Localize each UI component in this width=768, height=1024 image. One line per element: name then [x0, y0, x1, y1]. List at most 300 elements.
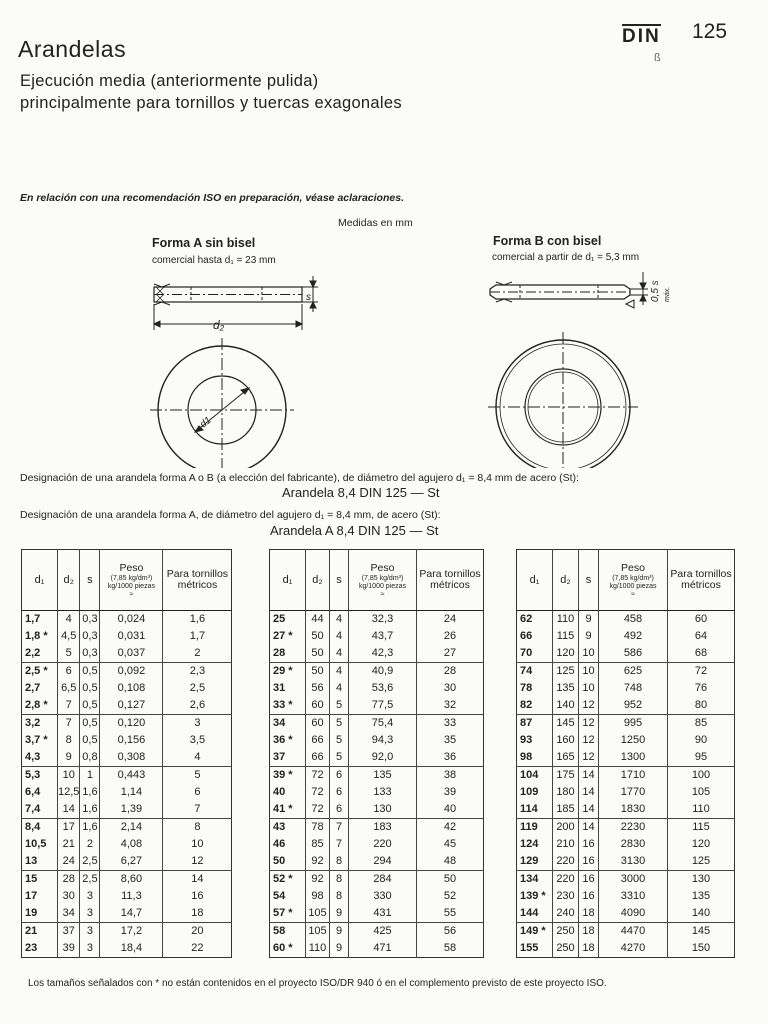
cell-d2: 5: [58, 645, 80, 663]
cell-peso: 77,5: [349, 697, 417, 715]
cell-d1: 19: [25, 907, 38, 919]
table-row: [22, 697, 232, 715]
cell-s: 3: [80, 940, 100, 958]
cell-para: 18: [163, 905, 232, 923]
cell-peso: 0,308: [100, 749, 163, 767]
cell-d2: 60: [306, 715, 330, 733]
cell-para: 105: [668, 784, 735, 801]
header-d2: d₂: [306, 550, 330, 611]
washer-table-1: [21, 549, 232, 958]
cell-peso: 3130: [599, 853, 668, 871]
table-row: [270, 836, 484, 853]
cell-d2: 17: [58, 819, 80, 837]
cell-peso: 471: [349, 940, 417, 958]
cell-peso: 492: [599, 628, 668, 645]
form-a-top-view: [150, 338, 294, 468]
header-peso-density: (7,85 kg/dm³): [110, 574, 153, 582]
cell-para: 125: [668, 853, 735, 871]
cell-d2: 220: [553, 871, 579, 889]
cell-d1: 28: [273, 647, 286, 659]
header-d1: d₁: [22, 550, 58, 611]
table-row: [22, 871, 232, 889]
cell-d1: 21: [22, 923, 58, 941]
label-bevel: 0,5 s: [650, 280, 661, 302]
cell-peso: 40,9: [349, 663, 417, 681]
cell-peso: 2230: [599, 819, 668, 837]
table-row: [270, 853, 484, 871]
cell-para: 3: [163, 715, 232, 733]
form-b-top-view: [488, 332, 638, 468]
cell-d2: 6: [58, 663, 80, 681]
cell-d2: 28: [58, 871, 80, 889]
cell-d2: 165: [553, 749, 579, 767]
cell-peso: 284: [349, 871, 417, 889]
header-peso-unit: kg/1000 piezas: [609, 582, 657, 590]
cell-peso: 1250: [599, 732, 668, 749]
cell-para: 150: [668, 940, 735, 958]
cell-s: 10: [579, 645, 599, 663]
cell-d2: 250: [553, 940, 579, 958]
cell-d1: 13: [25, 855, 38, 867]
cell-peso: 92,0: [349, 749, 417, 767]
cell-peso: 0,108: [100, 680, 163, 697]
table-row: [22, 680, 232, 697]
cell-d1: 40: [273, 786, 286, 798]
cell-para: 10: [163, 836, 232, 853]
table-row: [517, 663, 735, 681]
table-row: [517, 628, 735, 645]
cell-peso: 0,024: [100, 611, 163, 629]
cell-d1: 25: [273, 613, 286, 625]
cell-peso: 14,7: [100, 905, 163, 923]
cell-d1: 2,8 *: [25, 699, 48, 711]
cell-para: 1,6: [163, 611, 232, 629]
cell-d1: 66: [520, 630, 533, 642]
cell-d2: 44: [306, 611, 330, 629]
cell-d2: 34: [58, 905, 80, 923]
cell-peso: 6,27: [100, 853, 163, 871]
header-peso: Peso: [370, 561, 395, 574]
cell-para: 72: [668, 663, 735, 681]
cell-d1: 29 *: [270, 663, 306, 681]
table-row: [22, 749, 232, 767]
cell-d1: 43: [270, 819, 306, 837]
cell-para: 120: [668, 836, 735, 853]
cell-d2: 12,5: [58, 784, 80, 801]
cell-d2: 4: [58, 611, 80, 629]
cell-peso: 2,14: [100, 819, 163, 837]
form-b-title: Forma B con bisel: [493, 234, 602, 248]
table-row: [270, 645, 484, 663]
cell-d1: 70: [520, 647, 533, 659]
header-peso-unit: kg/1000 piezas: [107, 582, 155, 590]
cell-d2: 110: [306, 940, 330, 958]
cell-d1: 23: [25, 942, 38, 954]
cell-s: 4: [330, 628, 349, 645]
table-row: [22, 853, 232, 871]
cell-peso: 43,7: [349, 628, 417, 645]
cell-s: 12: [579, 732, 599, 749]
header-para: Para tornillos métricos: [668, 550, 735, 611]
cell-para: 145: [668, 923, 735, 941]
cell-d1: 87: [517, 715, 553, 733]
cell-para: 90: [668, 732, 735, 749]
designation-1-code: Arandela 8,4 DIN 125 — St: [282, 485, 440, 500]
cell-peso: 995: [599, 715, 668, 733]
cell-d1: 74: [517, 663, 553, 681]
table-row: [22, 767, 232, 785]
cell-para: 8: [163, 819, 232, 837]
cell-para: 52: [417, 888, 484, 905]
cell-d2: 10: [58, 767, 80, 785]
table-row: [22, 611, 232, 629]
table-row: [517, 767, 735, 785]
cell-peso: 3000: [599, 871, 668, 889]
cell-para: 5: [163, 767, 232, 785]
header-peso-unit: kg/1000 piezas: [358, 582, 407, 590]
cell-para: 6: [163, 784, 232, 801]
cell-d1: 2,2: [25, 647, 41, 659]
cell-peso: 2830: [599, 836, 668, 853]
cell-para: 26: [417, 628, 484, 645]
cell-s: 14: [579, 819, 599, 837]
cell-d1: 114: [520, 803, 538, 815]
label-d2: d₂: [213, 318, 225, 332]
cell-peso: 94,3: [349, 732, 417, 749]
cell-d2: 30: [58, 888, 80, 905]
cell-s: 7: [330, 836, 349, 853]
cell-s: 3: [80, 905, 100, 923]
cell-para: 60: [668, 611, 735, 629]
cell-d1: 78: [520, 682, 533, 694]
cell-para: 7: [163, 801, 232, 819]
cell-para: 2,3: [163, 663, 232, 681]
cell-para: 100: [668, 767, 735, 785]
cell-d2: 105: [306, 923, 330, 941]
cell-d2: 105: [306, 905, 330, 923]
cell-s: 16: [579, 853, 599, 871]
cell-d1: 52 *: [270, 871, 306, 889]
table-row: [22, 888, 232, 905]
cell-s: 16: [579, 871, 599, 889]
table-row: [270, 663, 484, 681]
cell-para: 2: [163, 645, 232, 663]
table-row: [517, 680, 735, 697]
cell-peso: 133: [349, 784, 417, 801]
cell-para: 38: [417, 767, 484, 785]
label-max: máx.: [664, 286, 671, 302]
cell-d2: 240: [553, 905, 579, 923]
cell-d2: 175: [553, 767, 579, 785]
header-peso-approx: ≈: [129, 590, 134, 598]
subtitle-line-1: Ejecución media (anteriormente pulida): [20, 72, 319, 90]
cell-s: 5: [330, 732, 349, 749]
form-b-side-view: [490, 272, 648, 308]
cell-d1: 50: [273, 855, 286, 867]
cell-d2: 6,5: [58, 680, 80, 697]
table-row: [270, 871, 484, 889]
cell-peso: 1300: [599, 749, 668, 767]
header-d2: d₂: [553, 550, 579, 611]
cell-para: 22: [163, 940, 232, 958]
cell-s: 0,8: [80, 749, 100, 767]
table-row: [270, 715, 484, 733]
cell-d1: 93: [520, 734, 533, 746]
cell-peso: 1770: [599, 784, 668, 801]
footnote: Los tamaños señalados con * no están contenidos en el proyecto ISO/DR 940 ó en el complemento previsto de este proyecto ISO.: [28, 978, 607, 989]
cell-peso: 0,156: [100, 732, 163, 749]
table-row: [270, 923, 484, 941]
table-row: [517, 715, 735, 733]
cell-peso: 42,3: [349, 645, 417, 663]
cell-d1: 57 *: [273, 907, 293, 919]
cell-peso: 130: [349, 801, 417, 819]
table-row: [270, 801, 484, 819]
cell-para: 28: [417, 663, 484, 681]
cell-d2: 185: [553, 801, 579, 819]
table-row: [517, 749, 735, 767]
cell-para: 45: [417, 836, 484, 853]
header-para: Para tornillos métricos: [417, 550, 484, 611]
cell-peso: 18,4: [100, 940, 163, 958]
cell-s: 4: [330, 680, 349, 697]
table-row: [270, 767, 484, 785]
cell-d2: 4,5: [58, 628, 80, 645]
cell-d1: 134: [517, 871, 553, 889]
cell-peso: 1,14: [100, 784, 163, 801]
cell-d1: 104: [517, 767, 553, 785]
cell-d2: 50: [306, 663, 330, 681]
cell-d2: 92: [306, 871, 330, 889]
cell-d1: 1,8 *: [25, 630, 48, 642]
cell-d2: 72: [306, 767, 330, 785]
cell-s: 10: [579, 680, 599, 697]
cell-d1: 7,4: [25, 803, 41, 815]
iso-note: En relación con una recomendación ISO en preparación, véase aclaraciones.: [20, 192, 404, 204]
cell-d1: 98: [520, 751, 533, 763]
cell-peso: 1830: [599, 801, 668, 819]
din-label: DIN: [622, 26, 661, 47]
cell-s: 9: [330, 940, 349, 958]
cell-s: 14: [579, 767, 599, 785]
cell-d1: 149 *: [517, 923, 553, 941]
cell-d2: 8: [58, 732, 80, 749]
cell-d1: 31: [273, 682, 286, 694]
cell-d1: 2,5 *: [22, 663, 58, 681]
table-row: [22, 663, 232, 681]
cell-d1: 58: [270, 923, 306, 941]
cell-s: 8: [330, 871, 349, 889]
cell-para: 64: [668, 628, 735, 645]
cell-s: 5: [330, 749, 349, 767]
cell-para: 85: [668, 715, 735, 733]
cell-para: 33: [417, 715, 484, 733]
cell-d2: 140: [553, 697, 579, 715]
cell-d1: 34: [270, 715, 306, 733]
cell-d2: 50: [306, 628, 330, 645]
cell-s: 14: [579, 801, 599, 819]
cell-d2: 250: [553, 923, 579, 941]
table-row: [270, 784, 484, 801]
cell-para: 140: [668, 905, 735, 923]
cell-d1: 1,7: [25, 613, 41, 625]
table-row: [270, 905, 484, 923]
label-s: s: [306, 292, 311, 303]
cell-d1: 144: [520, 907, 539, 919]
cell-peso: 4270: [599, 940, 668, 958]
cell-para: 58: [417, 940, 484, 958]
cell-peso: 1710: [599, 767, 668, 785]
cell-para: 4: [163, 749, 232, 767]
cell-d2: 66: [306, 749, 330, 767]
cell-d1: 109: [520, 786, 539, 798]
cell-d1: 37: [273, 751, 286, 763]
cell-d1: 36 *: [273, 734, 293, 746]
header-peso-density: (7,85 kg/dm³): [612, 574, 654, 582]
cell-peso: 330: [349, 888, 417, 905]
table-row: [22, 905, 232, 923]
header-peso-approx: ≈: [380, 590, 385, 598]
cell-peso: 8,60: [100, 871, 163, 889]
header-d1: d₁: [517, 550, 553, 611]
cell-s: 10: [579, 663, 599, 681]
cell-s: 16: [579, 836, 599, 853]
table-row: [22, 801, 232, 819]
cell-d2: 39: [58, 940, 80, 958]
cell-peso: 625: [599, 663, 668, 681]
table-row: [517, 645, 735, 663]
cell-peso: 0,092: [100, 663, 163, 681]
table-row: [517, 784, 735, 801]
cell-d1: 41 *: [273, 803, 293, 815]
table-row: [22, 923, 232, 941]
cell-para: 68: [668, 645, 735, 663]
cell-para: 32: [417, 697, 484, 715]
table-row: [517, 888, 735, 905]
table-row: [22, 784, 232, 801]
cell-d1: 33 *: [273, 699, 293, 711]
cell-para: 27: [417, 645, 484, 663]
table-row: [22, 819, 232, 837]
cell-peso: 0,031: [100, 628, 163, 645]
header-s: s: [330, 550, 349, 611]
cell-d2: 92: [306, 853, 330, 871]
cell-para: 40: [417, 801, 484, 819]
cell-para: 48: [417, 853, 484, 871]
cell-s: 8: [330, 853, 349, 871]
header-peso: Peso: [621, 561, 645, 574]
table-row: [22, 836, 232, 853]
cell-d2: 78: [306, 819, 330, 837]
cell-s: 4: [330, 611, 349, 629]
cell-d2: 110: [553, 611, 579, 629]
cell-peso: 4470: [599, 923, 668, 941]
cell-d1: 3,2: [22, 715, 58, 733]
table-row: [517, 871, 735, 889]
cell-s: 12: [579, 749, 599, 767]
cell-para: 39: [417, 784, 484, 801]
header-s: s: [579, 550, 599, 611]
cell-s: 7: [330, 819, 349, 837]
cell-d2: 37: [58, 923, 80, 941]
cell-para: 2,5: [163, 680, 232, 697]
cell-s: 0,3: [80, 645, 100, 663]
table-row: [22, 715, 232, 733]
cell-para: 20: [163, 923, 232, 941]
cell-s: 6: [330, 784, 349, 801]
cell-s: 0,3: [80, 628, 100, 645]
table-row: [270, 680, 484, 697]
cell-s: 0,3: [80, 611, 100, 629]
header-para: Para tornillos métricos: [163, 550, 232, 611]
cell-d2: 85: [306, 836, 330, 853]
cell-s: 0,5: [80, 732, 100, 749]
cell-s: 9: [330, 923, 349, 941]
cell-para: 14: [163, 871, 232, 889]
washer-drawings: [0, 268, 768, 468]
cell-para: 42: [417, 819, 484, 837]
cell-s: 1,6: [80, 784, 100, 801]
table-row: [517, 853, 735, 871]
header-peso: [100, 550, 163, 611]
cell-d2: 50: [306, 645, 330, 663]
cell-peso: 0,120: [100, 715, 163, 733]
cell-d1: 10,5: [25, 838, 47, 850]
cell-peso: 431: [349, 905, 417, 923]
cell-d1: 139 *: [520, 890, 546, 902]
cell-peso: 294: [349, 853, 417, 871]
cell-d1: 15: [22, 871, 58, 889]
cell-d2: 160: [553, 732, 579, 749]
cell-d2: 145: [553, 715, 579, 733]
cell-d1: 17: [25, 890, 38, 902]
cell-d2: 72: [306, 784, 330, 801]
cell-peso: 183: [349, 819, 417, 837]
cell-d1: 82: [520, 699, 533, 711]
cell-peso: 748: [599, 680, 668, 697]
table-row: [270, 819, 484, 837]
cell-d2: 66: [306, 732, 330, 749]
cell-peso: 11,3: [100, 888, 163, 905]
cell-para: 36: [417, 749, 484, 767]
cell-peso: 0,443: [100, 767, 163, 785]
cell-d2: 60: [306, 697, 330, 715]
cell-s: 4: [330, 663, 349, 681]
cell-d1: 27 *: [273, 630, 293, 642]
cell-s: 9: [330, 905, 349, 923]
cell-d2: 14: [58, 801, 80, 819]
cell-s: 2: [80, 836, 100, 853]
table-row: [270, 940, 484, 958]
table-row: [517, 819, 735, 837]
cell-peso: 4,08: [100, 836, 163, 853]
cell-d2: 7: [58, 697, 80, 715]
label-d1: d1: [198, 414, 214, 431]
cell-peso: 952: [599, 697, 668, 715]
cell-d2: 56: [306, 680, 330, 697]
cell-para: 80: [668, 697, 735, 715]
cell-d2: 135: [553, 680, 579, 697]
cell-d2: 210: [553, 836, 579, 853]
designation-1-text: Designación de una arandela forma A o B (a elección del fabricante), de diámetro del agujero d₁ = 8,4 mm de acero (St):: [20, 472, 579, 484]
table-row: [270, 697, 484, 715]
cell-para: 30: [417, 680, 484, 697]
cell-para: 110: [668, 801, 735, 819]
cell-d1: 46: [273, 838, 286, 850]
cell-d1: 60 *: [273, 942, 293, 954]
cell-d1: 2,7: [25, 682, 41, 694]
cell-s: 18: [579, 940, 599, 958]
